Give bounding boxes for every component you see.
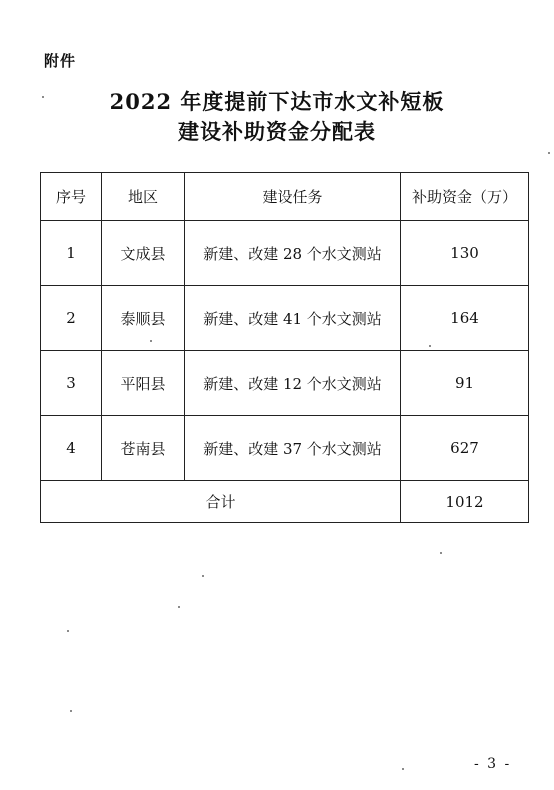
cell-funds: 627 — [401, 416, 529, 481]
scan-speck — [440, 552, 442, 554]
document-title-line-1: 2022 年度提前下达市水文补短板 — [109, 89, 445, 114]
table-row — [41, 286, 529, 351]
cell-task: 新建、改建 41 个水文测站 — [185, 286, 401, 351]
cell-funds: 91 — [401, 351, 529, 416]
cell-region: 文成县 — [102, 221, 185, 286]
cell-funds: 130 — [401, 221, 529, 286]
table-row — [41, 416, 529, 481]
cell-no: 3 — [41, 351, 102, 416]
scan-speck — [429, 345, 431, 347]
table-row — [41, 221, 529, 286]
total-label-cell: 合计 — [41, 481, 401, 523]
cell-funds: 164 — [401, 286, 529, 351]
scan-speck — [70, 710, 72, 712]
cell-region: 平阳县 — [102, 351, 185, 416]
header-cell-task: 建设任务 — [185, 173, 401, 221]
cell-region: 苍南县 — [102, 416, 185, 481]
total-funds-cell: 1012 — [401, 481, 529, 523]
cell-task: 新建、改建 12 个水文测站 — [185, 351, 401, 416]
cell-no: 4 — [41, 416, 102, 481]
cell-region: 泰顺县 — [102, 286, 185, 351]
page-number: - 3 - — [474, 756, 512, 772]
scan-speck — [150, 340, 152, 342]
cell-task: 新建、改建 28 个水文测站 — [185, 221, 401, 286]
table-header-row — [41, 173, 529, 221]
attachment-label: 附件 — [44, 52, 77, 70]
scan-speck — [202, 575, 204, 577]
scan-speck — [548, 152, 550, 154]
scan-speck — [402, 768, 404, 770]
cell-task: 新建、改建 37 个水文测站 — [185, 416, 401, 481]
header-cell-region: 地区 — [102, 173, 185, 221]
cell-no: 1 — [41, 221, 102, 286]
cell-no: 2 — [41, 286, 102, 351]
scan-speck — [42, 96, 44, 98]
header-cell-funds: 补助资金（万） — [401, 173, 529, 221]
header-cell-no: 序号 — [41, 173, 102, 221]
scan-speck — [178, 606, 180, 608]
table-row — [41, 351, 529, 416]
allocation-table — [40, 172, 529, 523]
table-total-row — [41, 481, 529, 523]
scan-speck — [67, 630, 69, 632]
document-title-line-2: 建设补助资金分配表 — [178, 119, 376, 144]
